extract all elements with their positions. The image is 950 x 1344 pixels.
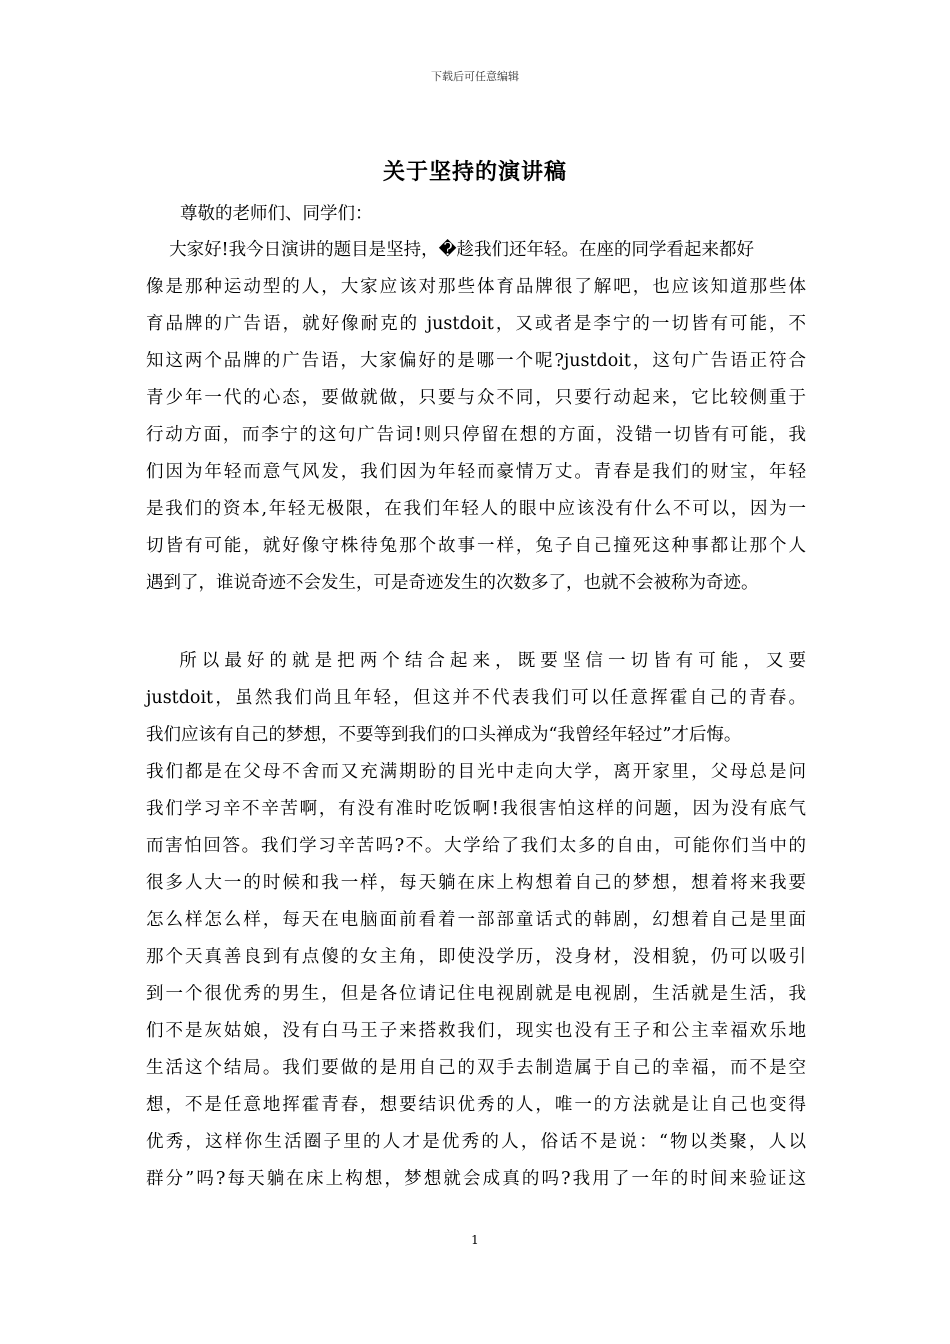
text-line: 生活这个结局。我们要做的是用自己的双手去制造属于自己的幸福，而不是空 — [146, 1058, 806, 1078]
text-line: 所以最好的就是把两个结合起来，既要坚信一切皆有可能，又要 — [146, 651, 806, 671]
text-line: 怎么样怎么样，每天在电脑面前看着一部部童话式的韩剧，幻想着自己是里面 — [146, 910, 806, 930]
text-line: 知这两个品牌的广告语，大家偏好的是哪一个呢?justdoit，这句广告语正符合 — [146, 351, 806, 371]
text-line: 是我们的资本,年轻无极限，在我们年轻人的眼中应该没有什么不可以，因为一 — [146, 499, 806, 519]
text-line: 行动方面，而李宁的这句广告词!则只停留在想的方面，没错一切皆有可能，我 — [146, 425, 806, 445]
page-number: 1 — [471, 1233, 479, 1247]
text-line: 想，不是任意地挥霍青春，想要结识优秀的人，唯一的方法就是让自己也变得 — [146, 1095, 806, 1115]
text-line: 我们都是在父母不舍而又充满期盼的目光中走向大学，离开家里，父母总是问 — [146, 762, 806, 782]
text-line: 大家好!我今日演讲的题目是坚持，�趁我们还年轻。在座的同学看起来都好 — [146, 240, 755, 260]
text-line: 遇到了，谁说奇迹不会发生，可是奇迹发生的次数多了，也就不会被称为奇迹。 — [146, 573, 759, 593]
text-line: 切皆有可能，就好像守株待兔那个故事一样，兔子自己撞死这种事都让那个人 — [146, 536, 806, 556]
text-line: 青少年一代的心态，要做就做，只要与众不同，只要行动起来，它比较侧重于 — [146, 388, 806, 408]
text-line: 我们应该有自己的梦想，不要等到我们的口头禅成为“我曾经年轻过”才后悔。 — [146, 725, 742, 745]
text-line: 像是那种运动型的人，大家应该对那些体育品牌很了解吧，也应该知道那些体 — [146, 277, 806, 297]
text-line: 到一个很优秀的男生，但是各位请记住电视剧就是电视剧，生活就是生活，我 — [146, 984, 806, 1004]
text-line: 很多人大一的时候和我一样，每天躺在床上构想着自己的梦想，想着将来我要 — [146, 873, 806, 893]
text-line: 育品牌的广告语，就好像耐克的 justdoit，又或者是李宁的一切皆有可能，不 — [146, 314, 806, 334]
text-line: 们不是灰姑娘，没有白马王子来搭救我们，现实也没有王子和公主幸福欢乐地 — [146, 1021, 806, 1041]
text-line: justdoit，虽然我们尚且年轻，但这并不代表我们可以任意挥霍自己的青春。 — [146, 688, 806, 708]
paragraph-1 — [146, 232, 806, 602]
text-line: 而害怕回答。我们学习辛苦吗?不。大学给了我们太多的自由，可能你们当中的 — [146, 836, 806, 856]
text-line: 群分”吗?每天躺在床上构想，梦想就会成真的吗?我用了一年的时间来验证这 — [146, 1169, 806, 1189]
document-title: 关于坚持的演讲稿 — [382, 160, 567, 185]
salutation: 尊敬的老师们、同学们： — [180, 204, 373, 224]
page-header: 下载后可任意编辑 — [431, 70, 519, 83]
text-line: 们因为年轻而意气风发，我们因为年轻而豪情万丈。青春是我们的财宝，年轻 — [146, 462, 806, 482]
text-line: 那个天真善良到有点傻的女主角，即使没学历，没身材，没相貌，仍可以吸引 — [146, 947, 806, 967]
text-line: 优秀，这样你生活圈子里的人才是优秀的人，俗话不是说：“物以类聚，人以 — [146, 1132, 806, 1152]
text-line: 我们学习辛不辛苦啊，有没有准时吃饭啊!我很害怕这样的问题，因为没有底气 — [146, 799, 806, 819]
paragraph-2 — [146, 643, 806, 1198]
